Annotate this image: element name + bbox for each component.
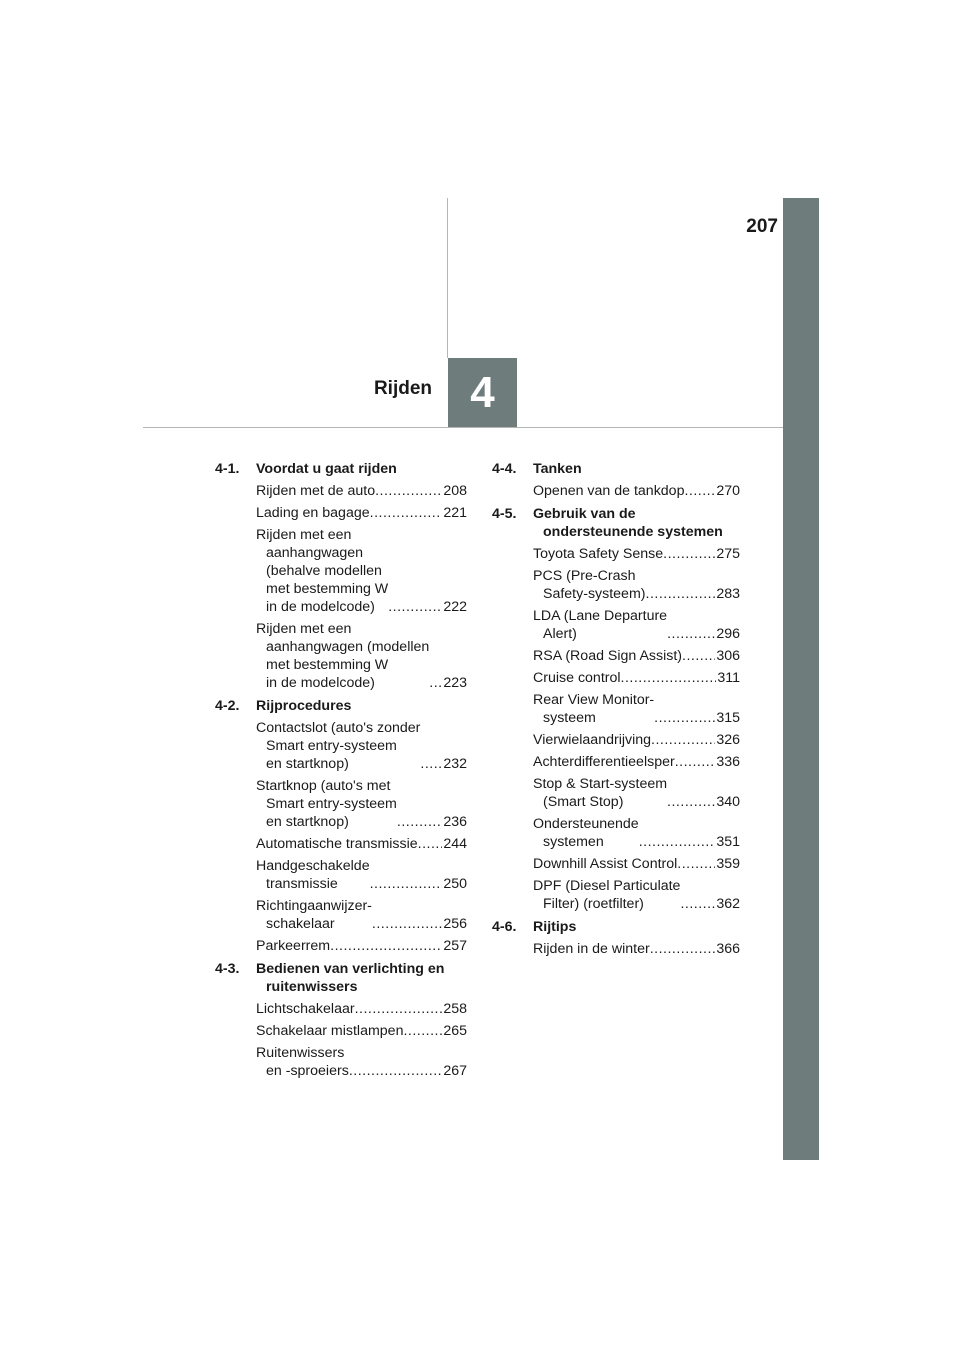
dot-leader <box>355 1000 443 1018</box>
section-title: Rijprocedures <box>256 698 352 714</box>
page-number: 207 <box>746 216 778 237</box>
entry-title: Rijden in de winter <box>533 941 650 957</box>
dot-leader <box>330 937 442 955</box>
toc-section <box>215 460 467 692</box>
toc-entry[interactable] <box>533 815 740 851</box>
section-number: 4-5. <box>492 506 517 522</box>
toc-section <box>215 960 467 1080</box>
toc-entry[interactable] <box>533 940 740 958</box>
entry-page-number: 244 <box>443 836 467 852</box>
entry-title: Lichtschakelaar <box>256 1001 355 1017</box>
toc-entry[interactable] <box>533 647 740 665</box>
entry-page-number: 351 <box>716 834 740 850</box>
entry-page-number: 326 <box>716 732 740 748</box>
entry-page-number: 336 <box>716 754 740 770</box>
dot-leader <box>418 835 443 853</box>
entry-title: Handgeschakelde transmissie <box>256 858 370 892</box>
dot-leader <box>682 647 715 665</box>
toc-section <box>492 460 740 500</box>
entry-title: Contactslot (auto's zonder Smart entry-systeem en startknop) <box>256 720 421 772</box>
entry-title: Lading en bagage <box>256 505 370 521</box>
dot-leader <box>621 669 717 687</box>
entry-title: Startknop (auto's met Smart entry-systeem en startknop) <box>256 778 397 830</box>
entry-title: RSA (Road Sign Assist) <box>533 648 683 664</box>
dot-leader <box>646 585 716 603</box>
entry-page-number: 256 <box>443 916 467 932</box>
toc-entry[interactable] <box>533 753 740 771</box>
entry-page-number: 296 <box>716 626 740 642</box>
entry-page-number: 208 <box>443 483 467 499</box>
toc-entry[interactable] <box>256 620 467 692</box>
entry-title: Cruise control <box>533 670 621 686</box>
entry-page-number: 311 <box>717 670 740 686</box>
section-number: 4-1. <box>215 461 240 477</box>
dot-leader <box>403 1022 442 1040</box>
entry-page-number: 221 <box>443 505 467 521</box>
toc-entry[interactable] <box>256 482 467 500</box>
entry-page-number: 283 <box>716 586 740 602</box>
section-number: 4-3. <box>215 961 240 977</box>
toc-entry[interactable] <box>533 607 740 643</box>
entry-page-number: 275 <box>716 546 740 562</box>
chapter-number-box: 4 <box>448 358 517 427</box>
section-title: Gebruik van de ondersteunende systemen <box>533 506 723 540</box>
dot-leader <box>651 731 715 749</box>
toc-section <box>492 918 740 958</box>
entry-page-number: 257 <box>443 938 467 954</box>
toc-entry[interactable] <box>533 731 740 749</box>
section-heading[interactable] <box>215 697 467 715</box>
dot-leader <box>684 482 715 500</box>
toc-entry[interactable] <box>256 857 467 893</box>
toc-entry[interactable] <box>533 855 740 873</box>
toc-entry[interactable] <box>256 777 467 831</box>
entry-page-number: 359 <box>716 856 740 872</box>
section-heading[interactable] <box>492 460 740 478</box>
section-title: Voordat u gaat rijden <box>256 461 397 477</box>
entry-page-number: 306 <box>716 648 740 664</box>
dot-leader <box>663 545 715 563</box>
entry-title: Rijden met een aanhangwagen (modellen met bestemming W in de modelcode) <box>256 621 430 691</box>
entry-page-number: 223 <box>443 675 467 691</box>
toc-entry[interactable] <box>256 719 467 773</box>
entry-title: Parkeerrem <box>256 938 331 954</box>
entry-page-number: 362 <box>716 896 740 912</box>
toc-entry[interactable] <box>533 567 740 603</box>
section-title: Rijtips <box>533 919 577 935</box>
toc-entry[interactable] <box>533 482 740 500</box>
section-heading[interactable] <box>215 460 467 478</box>
entry-page-number: 258 <box>443 1001 467 1017</box>
dot-leader <box>372 915 442 933</box>
dot-leader <box>639 833 716 851</box>
entry-title: Downhill Assist Control <box>533 856 678 872</box>
toc-section <box>492 505 740 913</box>
entry-title: Achterdifferentieelsper <box>533 754 675 770</box>
toc-entry[interactable] <box>533 545 740 563</box>
entry-title: PCS (Pre-Crash Safety-systeem) <box>533 568 646 602</box>
toc-entry[interactable] <box>533 775 740 811</box>
chapter-title: Rijden <box>373 378 432 399</box>
entry-page-number: 265 <box>443 1023 467 1039</box>
entry-page-number: 315 <box>716 710 740 726</box>
toc-entry[interactable] <box>256 835 467 853</box>
section-heading[interactable] <box>492 918 740 936</box>
horizontal-divider <box>143 427 783 428</box>
entry-title: DPF (Diesel Particulate Filter) (roetfilter) <box>533 878 681 912</box>
entry-title: Rijden met de auto <box>256 483 376 499</box>
toc-entry[interactable] <box>533 691 740 727</box>
entry-page-number: 270 <box>716 483 740 499</box>
entry-title: LDA (Lane Departure Alert) <box>533 608 668 642</box>
section-number: 4-6. <box>492 919 517 935</box>
toc-entry[interactable] <box>256 504 467 522</box>
section-heading[interactable] <box>492 505 740 541</box>
entry-page-number: 232 <box>443 756 467 772</box>
entry-title: Toyota Safety Sense <box>533 546 664 562</box>
dot-leader <box>397 813 442 831</box>
toc-entry[interactable] <box>533 669 740 687</box>
entry-title: Richtingaanwijzer- schakelaar <box>256 898 372 932</box>
dot-leader <box>370 875 443 893</box>
chapter-side-tab <box>783 198 819 1160</box>
dot-leader <box>667 793 715 811</box>
toc-column-right <box>492 460 740 963</box>
dot-leader <box>388 598 442 616</box>
entry-title: Vierwielaandrijving <box>533 732 652 748</box>
dot-leader <box>650 940 716 958</box>
section-title: Tanken <box>533 461 582 477</box>
entry-title: Ondersteunende systemen <box>533 816 639 850</box>
entry-page-number: 236 <box>443 814 467 830</box>
toc-entry[interactable] <box>256 1022 467 1040</box>
dot-leader <box>349 1062 443 1080</box>
entry-title: Rear View Monitor- systeem <box>533 692 655 726</box>
entry-title: Rijden met een aanhangwagen (behalve modellen met bestemming W in de modelcode) <box>256 527 389 615</box>
dot-leader <box>654 709 715 727</box>
toc-entry[interactable] <box>256 526 467 616</box>
toc-entry[interactable] <box>256 937 467 955</box>
dot-leader <box>429 674 442 692</box>
section-title: Bedienen van verlichting en ruitenwissers <box>256 961 445 995</box>
toc-column-left <box>215 460 467 1085</box>
section-number: 4-4. <box>492 461 517 477</box>
entry-page-number: 267 <box>443 1063 467 1079</box>
entry-title: Ruitenwissers en -sproeiers <box>256 1045 349 1079</box>
dot-leader <box>680 895 715 913</box>
dot-leader <box>420 755 442 773</box>
entry-title: Stop & Start-systeem (Smart Stop) <box>533 776 668 810</box>
toc-entry[interactable] <box>256 1044 467 1080</box>
dot-leader <box>675 753 716 771</box>
vertical-divider <box>447 198 448 358</box>
entry-title: Openen van de tankdop <box>533 483 685 499</box>
entry-title: Automatische transmissie <box>256 836 418 852</box>
dot-leader <box>370 504 443 522</box>
dot-leader <box>667 625 715 643</box>
entry-page-number: 366 <box>716 941 740 957</box>
section-heading[interactable] <box>215 960 467 996</box>
section-number: 4-2. <box>215 698 240 714</box>
toc-section <box>215 697 467 955</box>
entry-title: Schakelaar mistlampen <box>256 1023 404 1039</box>
entry-page-number: 340 <box>716 794 740 810</box>
dot-leader <box>677 855 715 873</box>
toc-entry[interactable] <box>533 877 740 913</box>
dot-leader <box>375 482 442 500</box>
toc-entry[interactable] <box>256 1000 467 1018</box>
entry-page-number: 222 <box>443 599 467 615</box>
entry-page-number: 250 <box>443 876 467 892</box>
toc-entry[interactable] <box>256 897 467 933</box>
